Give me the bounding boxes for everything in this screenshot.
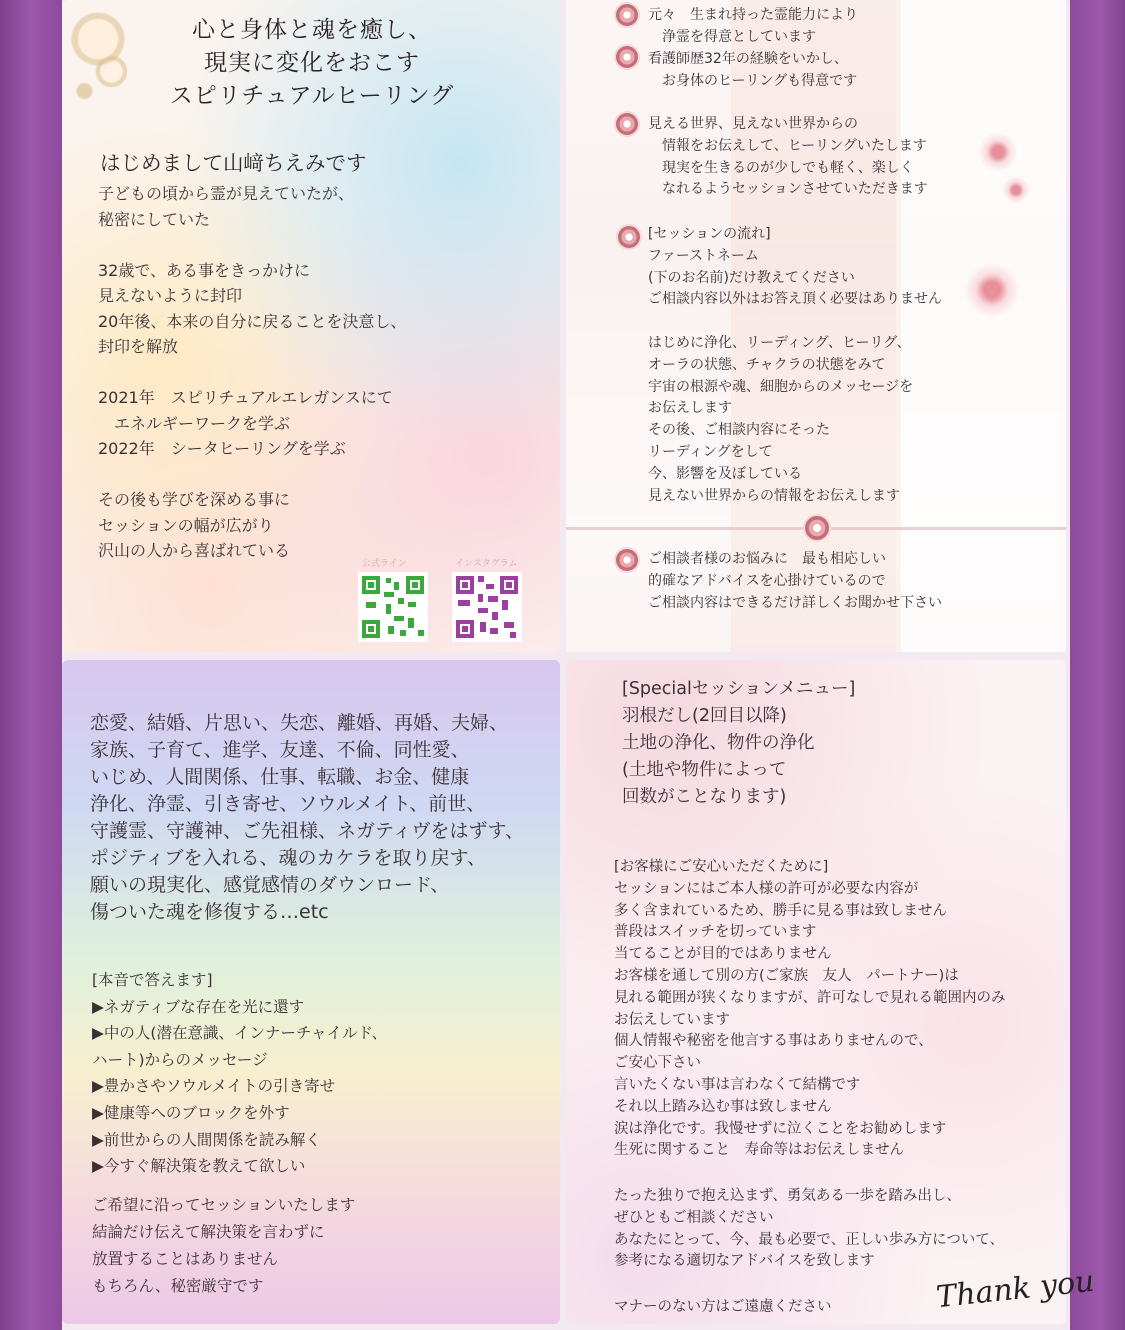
rose-decoration-icon (62, 0, 152, 130)
topics-panel (62, 660, 560, 1324)
intro-block-3: 見える世界、見えない世界からの 情報をお伝えして、ヒーリングいたします 現実を生きるのが少しでも軽く、楽しく なれるようセッションさせていただきます (648, 116, 928, 198)
closing-text: ご希望に沿ってセッションいたします 結論だけ伝えて解決策を言わずに 放置することはありません もちろん、秘密厳守です (92, 1196, 356, 1295)
profile-panel (62, 0, 560, 652)
answers-list: [本音で答えます] ▶ネガティブな存在を光に還す ▶中の人(潜在意識、インナーチャイルド、 ハート)からのメッセージ ▶豊かさやソウルメイトの引き寄せ ▶健康等へのブロックを外す ▶前世からの人間関係を読み解く ▶今すぐ解決策を教えて欲しい (92, 971, 388, 1176)
flower-bullet-icon (616, 46, 638, 68)
line-qr-code-icon[interactable] (358, 572, 428, 642)
profile-text: 子どもの頃から霊が見えていたが、 秘密にしていた 32歳で、ある事をきっかけに 見えないように封印 20年後、本来の自分に戻ることを決意し、 封印を解放 2021年 スピリチュアルエレガンスにて エネルギーワークを学ぶ 2022年 シータヒーリングを学ぶ その後も学びを深める事に セッションの幅が広がり 沢山の人から喜ばれている (98, 184, 407, 560)
intro-block-2: 看護師歴32年の経験をいかし、 お身体のヒーリングも得意です (648, 51, 858, 89)
manner-note: マナーのない方はご遠慮ください (614, 1299, 832, 1315)
consultation-note: ご相談者様のお悩みに 最も相応しい 的確なアドバイスを心掛けているので ご相談内容はできるだけ詳しくお聞かせ下さい (648, 551, 942, 611)
flower-decoration-icon (978, 132, 1018, 172)
qr-line-label: 公式ライン (362, 559, 407, 569)
special-menu: [Specialセッションメニュー] 羽根だし(2回目以降) 土地の浄化、物件の浄化 (土地や物件によって 回数がことなります) (622, 679, 856, 807)
thank-you-signature: Thank you (934, 1263, 1096, 1316)
assurance-text: [お客様にご安心いただくために] セッションにはご本人様の許可が必要な内容が 多く含まれているため、勝手に見る事は致しません 普段はスイッチを切っています 当てることが目的ではありません お客様を通して別の方(ご家族 友人 パートナー)は 見れる範囲が狭くなりますが、許可なしで見れる範囲内のみ お伝えしています 個人情報や秘密を他言する事はありませんので、 ご安心下さい 言いたくない事は言わなくて結構です それ以上踏み込む事は致しません 涙は浄化です。我慢せずに泣くことをお勧めします 生死に関すること 寿命等はお伝えしません (614, 859, 1006, 1159)
service-intro-panel (566, 0, 1066, 652)
flower-bullet-icon (616, 113, 638, 135)
flower-decoration-icon (1002, 176, 1030, 204)
encouragement-text: たった独りで抱え込まず、勇気ある一歩を踏み出し、 ぜひともご相談ください あなたにとって、今、最も必要で、正しい歩み方について、 参考になる適切なアドバイスを致します (614, 1188, 1005, 1270)
panel-title: 心と身体と魂を癒し、 現実に変化をおこす スピリチュアルヒーリング (169, 17, 455, 109)
intro-block-1: 元々 生まれ持った霊能力により 浄霊を得意としています (648, 7, 858, 45)
greeting-heading: はじめまして山﨑ちえみです (100, 151, 367, 175)
session-flow-text: [セッションの流れ] ファーストネーム (下のお名前)だけ教えてください ご相談内容以外はお答え頂く必要はありません はじめに浄化、リーディング、ヒーリグ、 オーラの状態、チャクラの状態をみて 宇宙の根源や魂、細胞からのメッセージを お伝えします その後、ご相談内容にそった リーディングをして 今、影響を及ぼしている 見えない世界からの情報をお伝えします (648, 226, 942, 504)
flower-decoration-icon (964, 262, 1020, 318)
flower-bullet-icon (616, 549, 638, 571)
special-menu-panel (566, 660, 1096, 1324)
flower-bullet-icon (616, 4, 638, 26)
instagram-qr-code-icon[interactable] (452, 572, 522, 642)
flower-bullet-icon (618, 226, 640, 248)
flower-ornament-icon (805, 516, 829, 540)
qr-insta-label: インスタグラム (455, 559, 518, 569)
consultation-topics: 恋愛、結婚、片思い、失恋、離婚、再婚、夫婦、 家族、子育て、進学、友達、不倫、同性愛、 いじめ、人間関係、仕事、転職、お金、健康 浄化、浄霊、引き寄せ、ソウルメイト、前世、 守護霊、守護神、ご先祖様、ネガティヴをはずす、 ポジティブを入れる、魂のカケラを取り戻す、 願いの現実化、感覚感情のダウンロード、 傷ついた魂を修復する…etc (90, 712, 524, 923)
